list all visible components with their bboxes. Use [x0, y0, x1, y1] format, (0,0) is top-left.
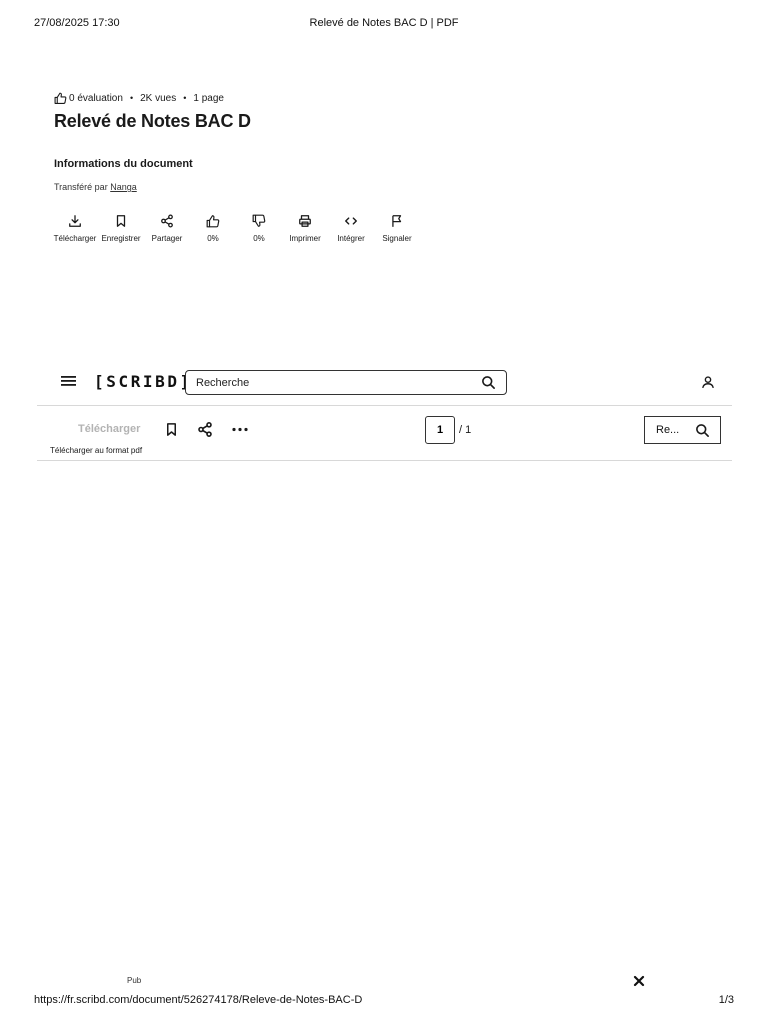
page-number-input[interactable]: [430, 424, 450, 436]
user-icon: [701, 375, 715, 389]
document-title: Relevé de Notes BAC D: [54, 111, 251, 131]
printer-icon: [298, 214, 312, 228]
download-action-button[interactable]: [52, 214, 98, 243]
toolbar-divider: [37, 460, 732, 461]
document-info-heading: Informations du document: [54, 158, 193, 170]
print-page-title: Relevé de Notes BAC D | PDF: [309, 17, 459, 29]
search-icon: [695, 423, 710, 438]
print-action-label: Imprimer: [289, 234, 321, 243]
document-actions: [52, 214, 420, 243]
print-url: https://fr.scribd.com/document/526274178/Releve-de-Notes-BAC-D: [34, 994, 363, 1006]
download-icon: [68, 214, 82, 228]
search-box: [185, 370, 507, 395]
menu-button[interactable]: [60, 374, 80, 392]
embed-icon: [344, 214, 358, 228]
header-divider: [37, 405, 732, 406]
dislike-action-button[interactable]: [236, 214, 282, 243]
thumbs-down-icon: [252, 214, 266, 228]
page-count: 1 page: [193, 92, 224, 104]
report-action-label: Signaler: [382, 234, 412, 243]
like-percentage: 0%: [207, 234, 219, 243]
share-icon: [160, 214, 174, 228]
more-horizontal-icon: [231, 421, 249, 438]
page-total: / 1: [459, 424, 472, 436]
dislike-percentage: 0%: [253, 234, 265, 243]
uploader-link[interactable]: Nanga: [110, 182, 137, 192]
embed-action-label: Intégrer: [337, 234, 365, 243]
flag-icon: [390, 214, 404, 228]
view-count: 2K vues: [140, 92, 177, 104]
search-input[interactable]: [196, 377, 456, 389]
share-icon: [197, 421, 213, 438]
viewer-search-button[interactable]: [644, 416, 721, 444]
separator-dot: •: [129, 93, 134, 103]
embed-action-button[interactable]: [328, 214, 374, 243]
ad-label: Pub: [127, 976, 142, 985]
download-pdf-tooltip: Télécharger au format pdf: [50, 446, 143, 455]
page-number-box: [425, 416, 455, 444]
more-options-button[interactable]: [231, 421, 249, 438]
scribd-logo[interactable]: [SCRIBD]: [94, 372, 192, 391]
share-button[interactable]: [197, 421, 213, 438]
print-datetime: 27/08/2025 17:30: [34, 17, 120, 29]
share-action-label: Partager: [151, 234, 183, 243]
thumbs-up-icon: [206, 214, 220, 228]
bookmark-icon: [114, 214, 128, 228]
hamburger-icon: [60, 374, 80, 388]
document-stats: [54, 90, 224, 106]
download-button[interactable]: Télécharger: [78, 423, 141, 435]
print-page-number: 1/3: [718, 994, 734, 1006]
close-ad-button[interactable]: [633, 975, 645, 987]
user-account-button[interactable]: [701, 375, 715, 389]
report-action-button[interactable]: [374, 214, 420, 243]
print-action-button[interactable]: [282, 214, 328, 243]
close-icon: [633, 975, 645, 987]
download-action-label: Télécharger: [53, 234, 97, 243]
viewer-search-label: Re...: [656, 424, 680, 436]
uploaded-by-prefix: Transféré par: [54, 182, 108, 192]
uploaded-by: [54, 182, 137, 192]
separator-dot: •: [183, 93, 187, 103]
thumbs-up-icon: [54, 92, 67, 104]
save-action-button[interactable]: [98, 214, 144, 243]
share-action-button[interactable]: [144, 214, 190, 243]
rating-count: 0 évaluation: [69, 92, 123, 104]
like-action-button[interactable]: [190, 214, 236, 243]
search-icon[interactable]: [481, 375, 496, 390]
save-action-label: Enregistrer: [101, 234, 141, 243]
bookmark-icon: [164, 421, 179, 438]
save-button[interactable]: [164, 421, 179, 438]
